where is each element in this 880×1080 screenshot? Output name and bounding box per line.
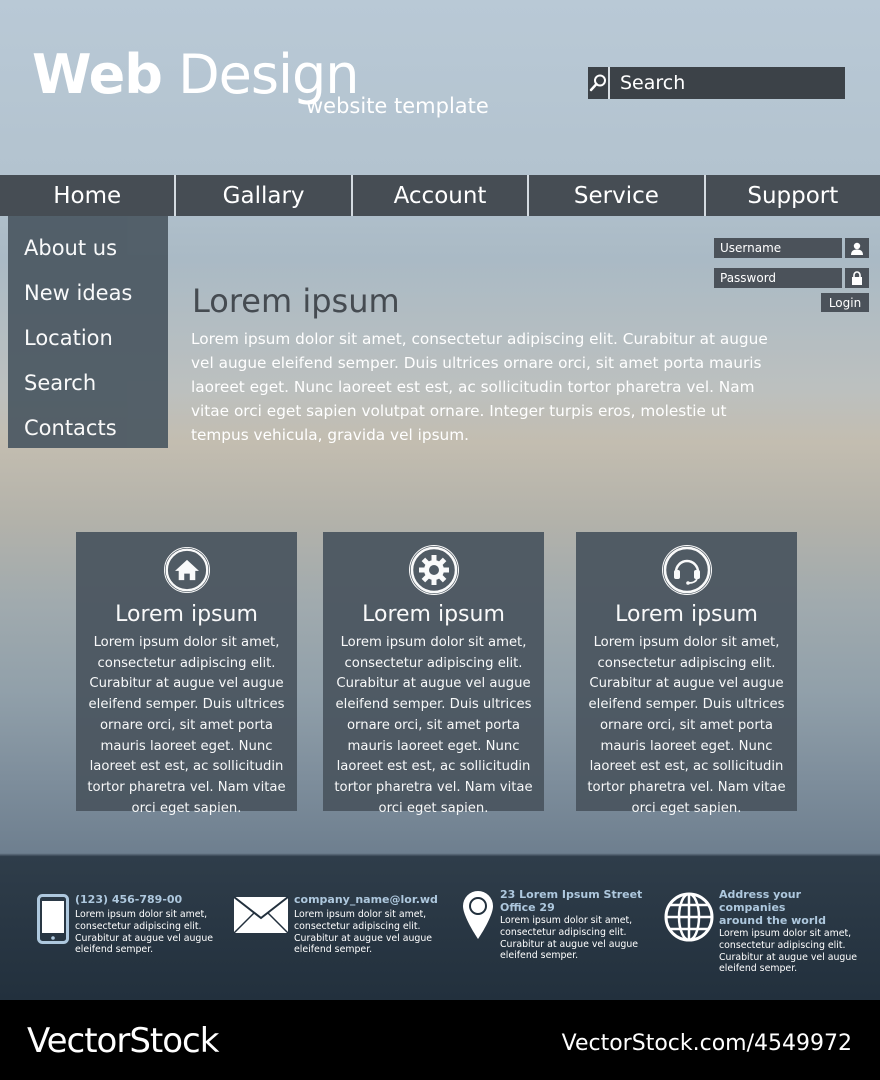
feature-card-gear — [323, 532, 544, 816]
card-title: Lorem ipsum — [362, 602, 505, 627]
watermark-url: VectorStock.com/4549972 — [561, 1031, 852, 1056]
gear-icon — [409, 545, 459, 595]
footer-phone — [75, 893, 215, 956]
footer-address-text: Lorem ipsum dolor sit amet, consectetur adipiscing elit. Curabitur at augue vel augue eleifend semper. — [500, 915, 639, 962]
card-title: Lorem ipsum — [115, 602, 258, 627]
footer-phone-number[interactable]: (123) 456-789-00 — [75, 893, 183, 906]
home-icon — [162, 545, 212, 595]
footer-global — [719, 888, 869, 975]
phone-icon — [37, 894, 69, 948]
card-text: Lorem ipsum dolor sit amet, consectetur adipiscing elit. Curabitur at augue vel augue eleifend semper. Duis ultrices ornare orci, sit amet porta mauris laoreet eget. Nunc laoreet est est, ac sollicitudin tortor pharetra vel. Nam vitae orci eget sapien. — [334, 635, 533, 816]
globe-icon — [663, 891, 715, 947]
side-item-location[interactable]: Location — [24, 325, 113, 350]
side-menu — [8, 216, 168, 448]
feature-card-support — [576, 532, 797, 816]
password-field[interactable]: Password — [714, 268, 842, 288]
watermark-logo: VectorStock — [27, 1021, 219, 1061]
search-icon[interactable] — [588, 67, 610, 99]
footer-office: Office 29 — [500, 901, 555, 914]
main-title: Lorem ipsum — [192, 282, 400, 320]
side-item-contacts[interactable]: Contacts — [24, 415, 117, 440]
footer-global-head: Address your companies — [719, 888, 802, 914]
footer-email-text: Lorem ipsum dolor sit amet, consectetur adipiscing elit. Curabitur at augue vel augue eleifend semper. — [294, 909, 433, 956]
main-nav — [0, 175, 880, 216]
footer-email-address[interactable]: company_name@lor.wd — [294, 893, 438, 906]
nav-item-gallary[interactable]: Gallary — [176, 175, 352, 216]
feature-card-home — [76, 532, 297, 816]
username-row — [714, 238, 869, 258]
user-icon — [845, 238, 869, 258]
main-text: Lorem ipsum dolor sit amet, consectetur adipiscing elit. Curabitur at augue vel augue eleifend semper. Duis ultrices ornare orci, sit amet porta mauris laoreet eget. Nunc laoreet est est, ac sollicitudin tortor pharetra vel. Nam vitae orci eget sapien volutpat ornare. Integer turpis eros, molestie ut tempus vehicula, gravida vel ipsum. — [191, 330, 768, 444]
footer-global-head2: around the world — [719, 914, 826, 927]
footer-phone-text: Lorem ipsum dolor sit amet, consectetur adipiscing elit. Curabitur at augue vel augue eleifend semper. — [75, 909, 214, 956]
login-button[interactable]: Login — [821, 293, 869, 312]
footer-street: 23 Lorem Ipsum Street — [500, 888, 643, 901]
password-row — [714, 268, 869, 288]
side-item-search[interactable]: Search — [24, 370, 97, 395]
logo-light-text: Design — [178, 43, 359, 106]
logo-subtitle: website template — [306, 94, 489, 118]
footer-email — [294, 893, 444, 956]
nav-item-account[interactable]: Account — [353, 175, 529, 216]
footer-global-text: Lorem ipsum dolor sit amet, consectetur adipiscing elit. Curabitur at augue vel augue eleifend semper. — [719, 928, 858, 975]
username-field[interactable]: Username — [714, 238, 842, 258]
footer-address — [500, 888, 650, 962]
logo-bold-text: Web — [32, 43, 162, 106]
map-pin-icon — [462, 890, 494, 944]
nav-item-home[interactable]: Home — [0, 175, 176, 216]
nav-item-service[interactable]: Service — [529, 175, 705, 216]
card-text: Lorem ipsum dolor sit amet, consectetur adipiscing elit. Curabitur at augue vel augue eleifend semper. Duis ultrices ornare orci, sit amet porta mauris laoreet eget. Nunc laoreet est est, ac sollicitudin tortor pharetra vel. Nam vitae orci eget sapien. — [87, 635, 286, 816]
side-item-about-us[interactable]: About us — [24, 235, 118, 260]
lock-icon — [845, 268, 869, 288]
nav-item-support[interactable]: Support — [706, 175, 880, 216]
side-item-new-ideas[interactable]: New ideas — [24, 280, 133, 305]
search-box — [588, 67, 845, 99]
search-input[interactable] — [610, 67, 863, 99]
headset-icon — [662, 545, 712, 595]
envelope-icon — [233, 896, 289, 938]
card-text: Lorem ipsum dolor sit amet, consectetur adipiscing elit. Curabitur at augue vel augue eleifend semper. Duis ultrices ornare orci, sit amet porta mauris laoreet eget. Nunc laoreet est est, ac sollicitudin tortor pharetra vel. Nam vitae orci eget sapien. — [587, 635, 786, 816]
card-title: Lorem ipsum — [615, 602, 758, 627]
